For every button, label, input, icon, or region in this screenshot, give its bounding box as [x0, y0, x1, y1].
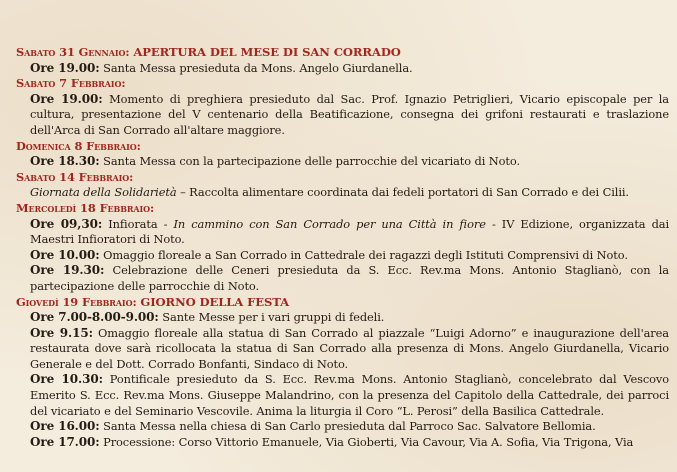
event-text: Santa Messa presieduta da Mons. Angelo Giurdanella. — [103, 60, 413, 75]
day-label: Sabato 7 Febbraio: — [16, 76, 126, 91]
day-header — [16, 76, 669, 92]
day-header — [16, 170, 669, 186]
day-section — [16, 201, 669, 295]
event-prefix: Infiorata - — [108, 216, 168, 231]
day-header — [16, 201, 669, 217]
event-item — [16, 372, 669, 419]
event-time: Ore 10.30: — [30, 372, 103, 387]
event-time: Ore 9.15: — [30, 325, 93, 340]
event-time: Ore 16.00: — [30, 419, 100, 434]
day-label: Giovedì 19 Febbraio: — [16, 294, 137, 309]
event-text: Sante Messe per i vari gruppi di fedeli. — [162, 310, 385, 325]
event-text: Celebrazione delle Ceneri presieduta da S. Ecc. Rev.ma Mons. Antonio Staglianò, con la partecipazione delle parrocchie di Noto. — [30, 263, 669, 293]
event-item — [16, 61, 669, 77]
day-section — [16, 295, 669, 451]
event-time: Ore 10.00: — [30, 247, 100, 262]
event-time: Ore 19.00: — [30, 60, 100, 75]
event-time: Ore 19.00: — [30, 91, 103, 106]
event-text: Omaggio floreale a San Corrado in Cattedrale dei ragazzi degli Istituti Comprensivi di Noto. — [103, 247, 628, 262]
day-header — [16, 139, 669, 155]
day-section — [16, 45, 669, 76]
event-time: Ore 09,30: — [30, 216, 103, 231]
event-text: - IV Edizione, organizzata dai Maestri Infioratori di Noto. — [30, 216, 670, 247]
day-section — [16, 170, 669, 201]
day-section — [16, 139, 669, 170]
day-section — [16, 76, 669, 138]
event-text: Pontificale presieduto da S. Ecc. Rev.ma Mons. Antonio Staglianò, concelebrato dal Vescovo Emerito S. Ecc. Rev.ma Mons. Giuseppe Malandrino, con la presenza del Capitolo della Cattedrale, dei parroci del vicariato e del Seminario Vescovile. Anima la liturgia il Coro “L. Perosi” della Basilica Cattedrale. — [30, 372, 669, 418]
event-item — [16, 326, 669, 373]
day-label: Sabato 31 Gennaio: — [16, 45, 130, 59]
event-time: Ore 7.00-8.00-9.00: — [30, 310, 159, 325]
event-item — [16, 92, 669, 139]
day-label: Domenica 8 Febbraio: — [16, 138, 141, 153]
event-item — [16, 154, 669, 170]
day-header — [16, 45, 669, 61]
event-time: Ore 18.30: — [30, 154, 100, 169]
event-italic-title: Giornata della Solidarietà — [30, 185, 177, 200]
event-text: Santa Messa con la partecipazione delle parrocchie del vicariato di Noto. — [103, 154, 520, 169]
event-item — [16, 435, 669, 451]
event-time: Ore 17.00: — [30, 434, 100, 449]
day-header — [16, 295, 669, 311]
event-item — [16, 419, 669, 435]
event-text: – Raccolta alimentare coordinata dai fedeli portatori di San Corrado e dei Cilii. — [180, 185, 629, 200]
event-item — [16, 185, 669, 201]
day-label: Mercoledì 18 Febbraio: — [16, 200, 155, 215]
event-time: Ore 19.30: — [30, 263, 105, 278]
event-item — [16, 310, 669, 326]
event-text: Santa Messa nella chiesa di San Carlo presieduta dal Parroco Sac. Salvatore Bellomia. — [103, 419, 596, 434]
event-text: Momento di preghiera presieduto dal Sac. Prof. Ignazio Petriglieri, Vicario episcopale per la cultura, presentazione del V centenario della Beatificazione, consegna dei grifoni restaurati e traslazione dell'Arca di San Corrado all'altare maggiore. — [30, 91, 669, 137]
day-title: APERTURA DEL MESE DI SAN CORRADO — [133, 45, 401, 59]
event-item — [16, 263, 669, 294]
event-text: Omaggio floreale alla statua di San Corrado al piazzale “Luigi Adorno” e inaugurazione dell'area restaurata dove sarà ricollocata la statua di San Corrado alla presenza di Mons. Angelo Giurdanella, Vicario Generale e del Dott. Corrado Bonfanti, Sindaco di Noto. — [30, 325, 669, 371]
day-label: Sabato 14 Febbraio: — [16, 169, 134, 184]
day-title: GIORNO DELLA FESTA — [140, 294, 290, 309]
event-text: Processione: Corso Vittorio Emanuele, Via Gioberti, Via Cavour, Via A. Sofia, Via Trigona, Via — [103, 434, 634, 449]
event-italic-title: In cammino con San Corrado per una Città in fiore — [173, 216, 486, 231]
event-item — [16, 248, 669, 264]
event-item — [16, 217, 669, 248]
